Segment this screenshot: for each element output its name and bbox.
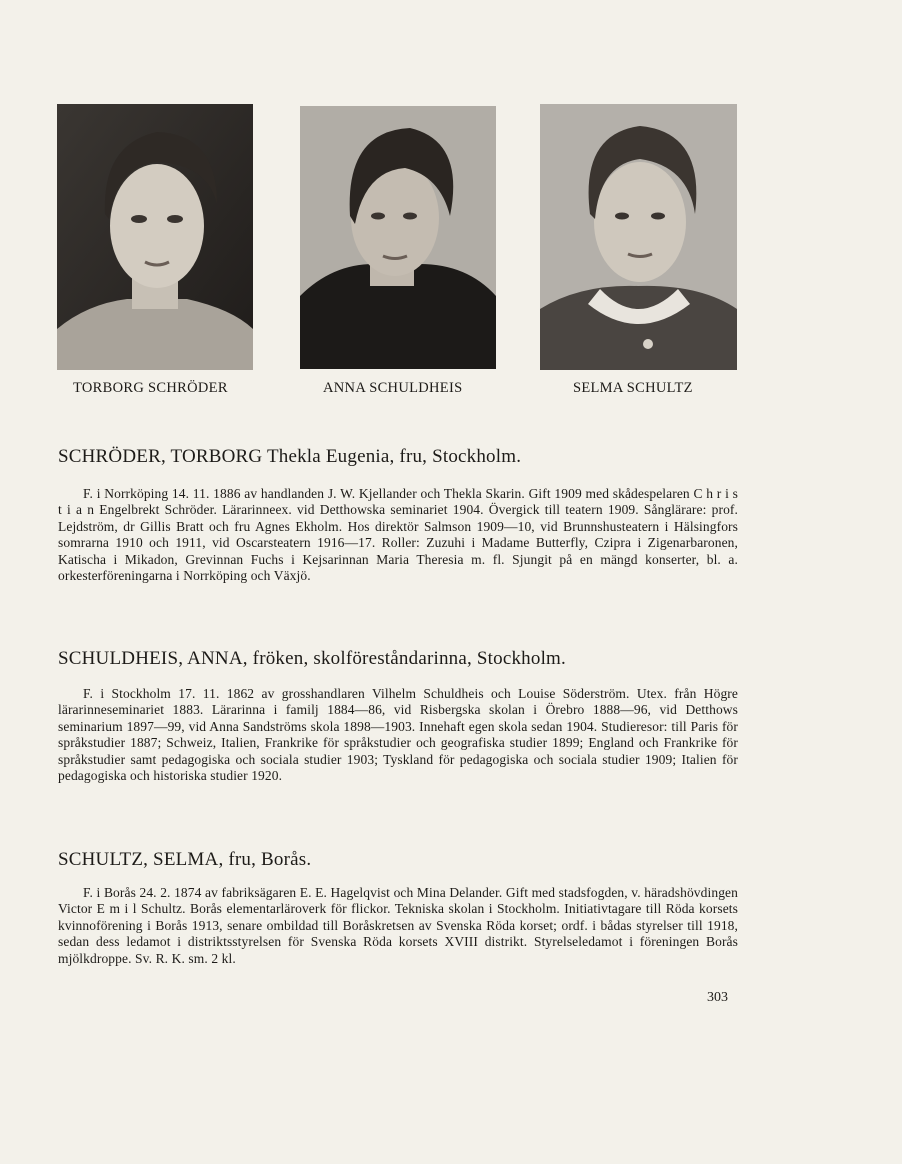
portrait-caption: ANNA SCHULDHEIS xyxy=(323,380,463,396)
entry-body: F. i Stockholm 17. 11. 1862 av grosshandlaren Vilhelm Schuldheis och Louise Söderström. Utex. från Högre lärarinneseminariet 1883. Lärarinna i familj 1884—86, vid Risbergska skolan i Örebro 1888—96, vid Detthows seminarium 1897—99, vid Anna Sandströms skola 1898—1903. Innehaft egen skola sedan 1904. Studieresor: till Paris för språkstudier 1887; Schweiz, Italien, Frankrike för språkstudier och geografiska studier 1899; England och Frankrike för språkstudier samt pedagogiska och sociala studier 1903; Tyskland för pedagogiska och sociala studier 1909; Italien för pedagogiska och historiska studier 1920. xyxy=(58,686,738,784)
biography-entry xyxy=(58,648,738,784)
entry-heading: SCHRÖDER, TORBORG Thekla Eugenia, fru, Stockholm. xyxy=(58,446,522,467)
portrait-photo xyxy=(300,106,496,369)
page-number: 303 xyxy=(707,990,728,1005)
biography-entry xyxy=(58,849,738,967)
entry-body: F. i Borås 24. 2. 1874 av fabriksägaren E. E. Hagelqvist och Mina Delander. Gift med stadsfogden, v. häradshövdingen Victor E m i l Schultz. Borås elementarläroverk för flickor. Tekniska skolan i Stockholm. Initiativtagare till Röda korsets kvinnoförening i Borås 1913, senare ombildad till Boråskretsen av Svenska Röda korset; ordf. i bådas styrelser till 1918, sedan dess ledamot i distriktsstyrelsen för Svenska Röda korsets XVIII distrikt. Styrelseledamot i föreningen Borås mjölkdroppe. Sv. R. K. sm. 2 kl. xyxy=(58,885,738,966)
entry-body: F. i Norrköping 14. 11. 1886 av handlanden J. W. Kjellander och Thekla Skarin. Gift 1909 med skådespelaren C h r i s t i a n Engelbrekt Schröder. Lärarinneex. vid Detthowska seminariet 1904. Övergick till teatern 1909. Sånglärare: prof. Lejdström, dr Gillis Bratt och fru Agnes Ekholm. Hos direktör Salmson 1909—10, vid Brunnshusteatern i Hälsingfors somrarna 1910 och 1911, vid Oscarsteatern 1916—17. Roller: Zuzuhi i Madame Butterfly, Czipra i Zigenarbaronen, Katischa i Mikadon, Grevinnan Fuchs i Kejsarinnan Maria Theresia m. fl. Sjungit på en mängd konserter, bl. a. orkesterföreningarna i Norrköping och Växjö. xyxy=(58,486,738,584)
portrait-caption: SELMA SCHULTZ xyxy=(573,380,693,396)
portrait-photo xyxy=(57,104,253,370)
entry-heading: SCHULDHEIS, ANNA, fröken, skolföreståndarinna, Stockholm. xyxy=(58,648,566,669)
portrait-photo xyxy=(540,104,737,370)
portrait-caption: TORBORG SCHRÖDER xyxy=(73,380,228,396)
biography-entry xyxy=(58,446,738,584)
entry-heading: SCHULTZ, SELMA, fru, Borås. xyxy=(58,849,312,870)
